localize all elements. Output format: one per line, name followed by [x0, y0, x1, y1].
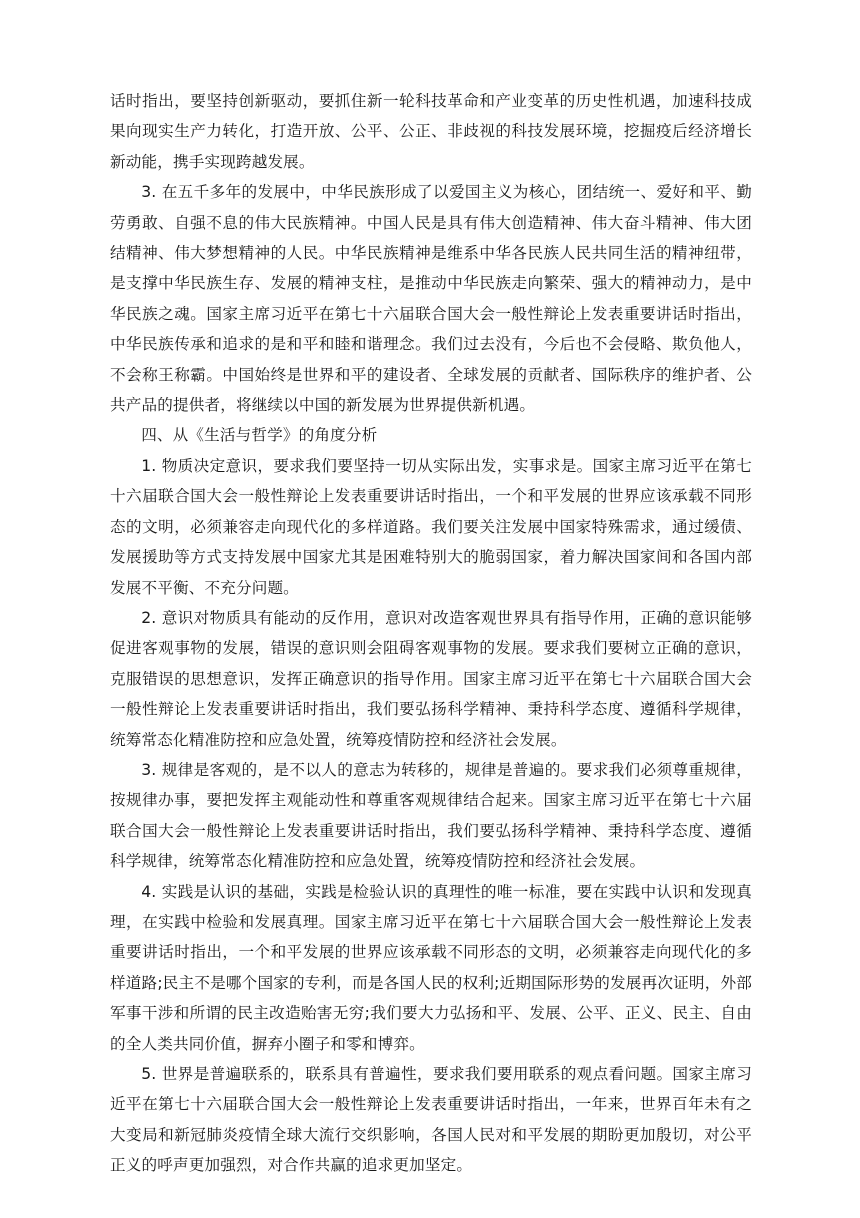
paragraph-point-3-national-spirit: 3. 在五千多年的发展中，中华民族形成了以爱国主义为核心，团结统一、爱好和平、勤劳勇敢、自强不息的伟大民族精神。中国人民是具有伟大创造精神、伟大奋斗精神、伟大团结精神、伟大梦想精神的人民。中华民族精神是维系中华各民族人民共同生活的精神纽带，是支撑中华民族生存、发展的精神支柱，是推动中华民族走向繁荣、强大的精神动力，是中华民族之魂。国家主席习近平在第七十六届联合国大会一般性辩论上发表重要讲话时指出，中华民族传承和追求的是和平和睦和谐理念。我们过去没有，今后也不会侵略、欺负他人，不会称王称霸。中国始终是世界和平的建设者、全球发展的贡献者、国际秩序的维护者、公共产品的提供者，将继续以中国的新发展为世界提供新机遇。: [110, 183, 752, 415]
section-heading-philosophy: 四、从《生活与哲学》的角度分析: [141, 426, 378, 445]
paragraph-point-4-practice: 4. 实践是认识的基础，实践是检验认识的真理性的唯一标准，要在实践中认识和发现真理，在实践中检验和发展真理。国家主席习近平在第七十六届联合国大会一般性辩论上发表重要讲话时指出，一个和平发展的世界应该承载不同形态的文明，必须兼容走向现代化的多样道路;民主不是哪个国家的专利，而是各国人民的权利;近期国际形势的发展再次证明，外部军事干涉和所谓的民主改造贻害无穷;我们要大力弘扬和平、发展、公平、正义、民主、自由的全人类共同价值，摒弃小圈子和零和博弈。: [110, 882, 752, 1053]
document-body: [110, 86, 752, 1181]
paragraph-point-2-consciousness-reaction: 2. 意识对物质具有能动的反作用，意识对改造客观世界具有指导作用，正确的意识能够促进客观事物的发展，错误的意识则会阻碍客观事物的发展。要求我们要树立正确的意识，克服错误的思想意识，发挥正确意识的指导作用。国家主席习近平在第七十六届联合国大会一般性辩论上发表重要讲话时指出，我们要弘扬科学精神、秉持科学态度、遵循科学规律，统筹常态化精准防控和应急处置，统筹疫情防控和经济社会发展。: [110, 608, 752, 749]
paragraph-point-1-matter-consciousness: 1. 物质决定意识，要求我们要坚持一切从实际出发，实事求是。国家主席习近平在第七十六届联合国大会一般性辩论上发表重要讲话时指出，一个和平发展的世界应该承载不同形态的文明，必须兼容走向现代化的多样道路。我们要关注发展中国家特殊需求，通过缓债、发展援助等方式支持发展中国家尤其是困难特别大的脆弱国家，着力解决国家间和各国内部发展不平衡、不充分问题。: [110, 456, 752, 597]
paragraph-point-5-universal-connection: 5. 世界是普遍联系的，联系具有普遍性，要求我们要用联系的观点看问题。国家主席习近平在第七十六届联合国大会一般性辩论上发表重要讲话时指出，一年来，世界百年未有之大变局和新冠肺炎疫情全球大流行交织影响，各国人民对和平发展的期盼更加殷切，对公平正义的呼声更加强烈，对合作共赢的追求更加坚定。: [110, 1065, 752, 1175]
paragraph-point-3-objective-law: 3. 规律是客观的，是不以人的意志为转移的，规律是普遍的。要求我们必须尊重规律，按规律办事，要把发挥主观能动性和尊重客观规律结合起来。国家主席习近平在第七十六届联合国大会一般性辩论上发表重要讲话时指出，我们要弘扬科学精神、秉持科学态度、遵循科学规律，统筹常态化精准防控和应急处置，统筹疫情防控和经济社会发展。: [110, 760, 752, 871]
paragraph-continued: 话时指出，要坚持创新驱动，要抓住新一轮科技革命和产业变革的历史性机遇，加速科技成果向现实生产力转化，打造开放、公平、公正、非歧视的科技发展环境，挖掘疫后经济增长新动能，携手实现跨越发展。: [110, 92, 752, 171]
